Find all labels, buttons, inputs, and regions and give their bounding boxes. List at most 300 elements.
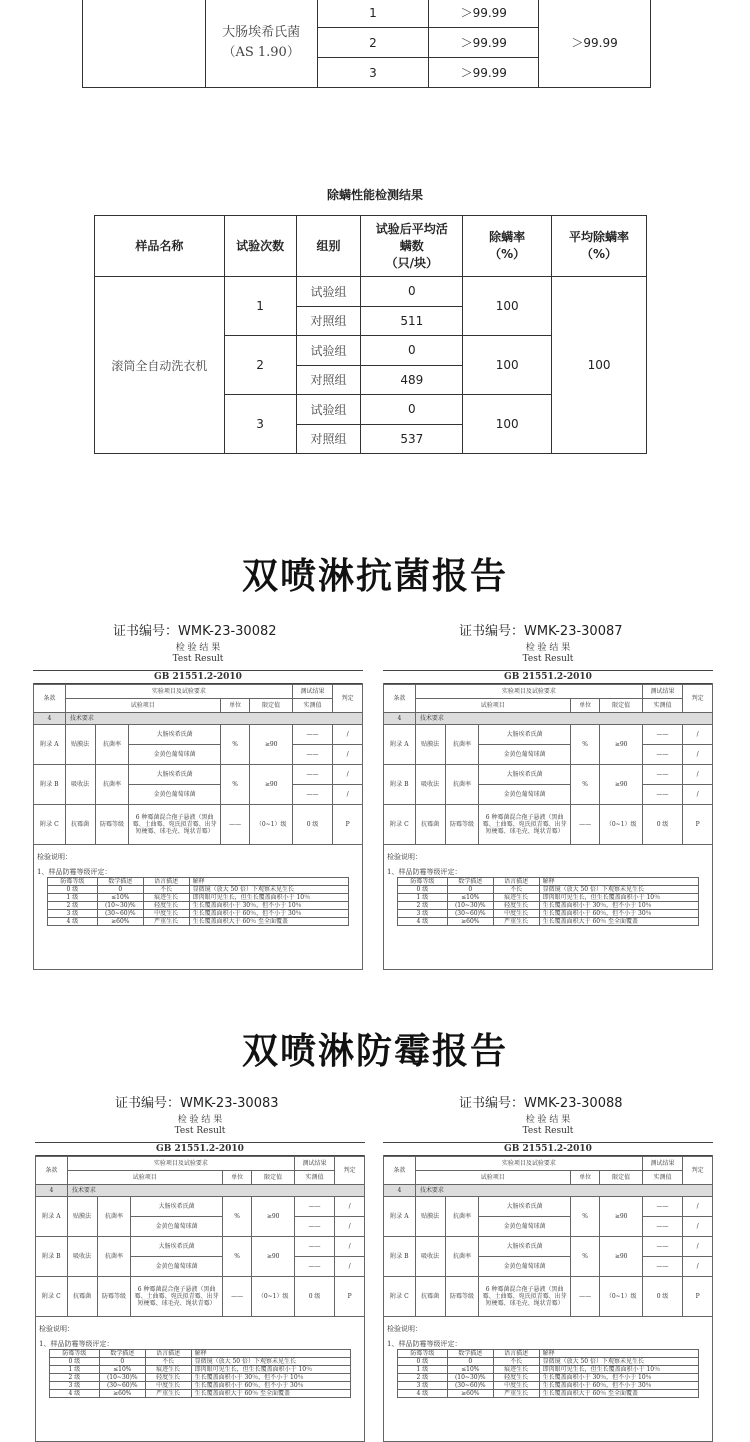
ecoli: 大肠埃希氏菌 — [129, 765, 220, 785]
header-clause: 条款 — [36, 1157, 68, 1185]
measured-dash: —— — [294, 1197, 334, 1217]
grade-header: 语言描述 — [493, 1350, 539, 1358]
grade-cell: 痕迹生长 — [493, 894, 539, 902]
header-measured: 实测值 — [292, 699, 332, 713]
grade-cell: 3 级 — [50, 1382, 100, 1390]
header-trials: 试验次数 — [224, 216, 296, 277]
grade-cell: 即肉眼可见生长，但生长覆盖面积小于 10％ — [539, 894, 698, 902]
antimold: 抗霉菌 — [65, 805, 95, 845]
grade-header: 防霉等级 — [50, 1350, 100, 1358]
certificate-number: 证书编号：WMK-23-30088 — [459, 1096, 623, 1111]
appendix-b: 附录 B — [36, 1237, 68, 1277]
header-limit: 限定值 — [250, 699, 292, 713]
measured-dash: —— — [292, 725, 332, 745]
appendix-c: 附录 C — [384, 805, 416, 845]
saureus: 金黄色葡萄球菌 — [479, 785, 570, 805]
result-title-cn: 检 验 结 果 — [525, 1115, 571, 1125]
appendix-c: 附录 C — [384, 1277, 416, 1317]
method-film: 贴膜法 — [415, 725, 445, 765]
header-avg-rate-line1: 平均除螨率 — [569, 230, 630, 244]
grade-cell: 生长覆盖面积小于 60％，但不小于 30％ — [189, 910, 348, 918]
result-title-cn: 检 验 结 果 — [177, 1115, 223, 1125]
grade-cell: 2 级 — [398, 902, 448, 910]
header-item: 试验项目 — [415, 699, 570, 713]
grade-cell: 生长覆盖面积小于 60％，但不小于 30％ — [191, 1382, 350, 1390]
appendix-b: 附录 B — [384, 765, 416, 805]
antibac-rate: 抗菌率 — [445, 1197, 479, 1237]
header-clause: 条款 — [34, 685, 66, 713]
trial-number: 3 — [224, 395, 296, 454]
unit-pct: % — [220, 765, 250, 805]
report-table — [383, 1156, 713, 1317]
measured-dash: —— — [642, 765, 682, 785]
result-title-en: Test Result — [174, 1126, 226, 1136]
method-film: 贴膜法 — [415, 1197, 445, 1237]
saureus: 金黄色葡萄球菌 — [479, 745, 570, 765]
unit-dash: —— — [570, 805, 600, 845]
grade-cell: 3 级 — [398, 910, 448, 918]
grade-header: 语言描述 — [143, 878, 189, 886]
header-judge: 判定 — [335, 1157, 365, 1185]
antibac-rate: 抗菌率 — [445, 765, 479, 805]
judge-slash: / — [333, 745, 363, 765]
grade-cell: 轻度生长 — [145, 1374, 191, 1382]
appendix-a: 附录 A — [36, 1197, 68, 1237]
measured-dash: —— — [292, 765, 332, 785]
header-item: 试验项目 — [67, 1171, 222, 1185]
judge-slash: / — [683, 1257, 713, 1277]
group-control: 对照组 — [296, 306, 361, 336]
table-cell-empty — [83, 0, 206, 88]
grade-cell: 生长覆盖面积大于 60％ 至全面覆盖 — [539, 1390, 698, 1398]
grade-cell: 生长覆盖面积小于 60％，但不小于 30％ — [539, 1382, 698, 1390]
mold-description: 6 种霉菌混合孢子悬液（黑曲霉、土曲霉、宛氏拟青霉、出芽短梗霉、球毛壳、绳状青霉） — [129, 805, 220, 845]
method-absorb: 吸收法 — [67, 1237, 97, 1277]
standard-number: GB 21551.2-2010 — [33, 670, 363, 684]
live-count: 0 — [361, 395, 463, 425]
grade-cell: 2 级 — [48, 902, 98, 910]
section-title-antimold: 双喷淋防霉报告 — [241, 1031, 508, 1072]
unit-pct: % — [570, 725, 600, 765]
judge-slash: / — [683, 765, 713, 785]
header-limit: 限定值 — [600, 699, 642, 713]
certificate-number: 证书编号：WMK-23-30082 — [113, 624, 277, 639]
limit-ge90: ≥90 — [600, 1197, 642, 1237]
grade-header: 数学描述 — [97, 878, 143, 886]
result-title-cn: 检 验 结 果 — [175, 643, 221, 653]
group-test: 试验组 — [296, 336, 361, 366]
header-rate-line1: 除螨率 — [489, 230, 526, 244]
grade-cell: 1 级 — [398, 894, 448, 902]
header-avg-rate — [552, 216, 647, 277]
header-items-req: 实验项目及试验要求 — [415, 685, 642, 699]
grade-cell: 严重生长 — [143, 918, 189, 926]
bacteria-name-cell — [205, 0, 317, 88]
grade-cell: 中度生长 — [493, 1382, 539, 1390]
grade-cell: 0 — [447, 1358, 493, 1366]
header-result: 测试结果 — [642, 1157, 682, 1171]
header-unit: 单位 — [222, 1171, 252, 1185]
notes-label: 检验说明： — [37, 853, 72, 861]
grade-cell: 即肉眼可见生长，但生长覆盖面积小于 10％ — [191, 1366, 350, 1374]
unit-pct: % — [570, 1197, 600, 1237]
limit-ge90: ≥90 — [250, 725, 292, 765]
grade-header: 防霉等级 — [48, 878, 98, 886]
header-measured: 实测值 — [294, 1171, 334, 1185]
header-items-req: 实验项目及试验要求 — [67, 1157, 294, 1171]
header-judge: 判定 — [683, 1157, 713, 1185]
grade-cell: (30~60)% — [447, 910, 493, 918]
grade-table — [49, 1349, 351, 1398]
grade-header: 数学描述 — [447, 878, 493, 886]
sample-name: 滚筒全自动洗衣机 — [95, 277, 225, 454]
grade-cell: 轻度生长 — [493, 1374, 539, 1382]
measured-dash: —— — [642, 1197, 682, 1217]
grade-cell: 显微镜（放大 50 倍）下观察未见生长 — [539, 886, 698, 894]
report-card — [33, 620, 363, 980]
grade-table — [397, 1349, 699, 1398]
mold-grade: 防霉等级 — [95, 805, 129, 845]
grade-cell: 0 级 — [398, 886, 448, 894]
header-rate — [463, 216, 552, 277]
limit-ge90: ≥90 — [600, 1237, 642, 1277]
unit-dash: —— — [222, 1277, 252, 1317]
trial-number: 1 — [224, 277, 296, 336]
bacteria-result-table — [82, 0, 651, 88]
saureus: 金黄色葡萄球菌 — [479, 1217, 570, 1237]
grade-header: 防霉等级 — [398, 878, 448, 886]
header-measured: 实测值 — [642, 699, 682, 713]
grade-cell: 1 级 — [50, 1366, 100, 1374]
header-unit: 单位 — [570, 1171, 600, 1185]
grade-limit: （0~1）级 — [250, 805, 292, 845]
trial-number: 2 — [224, 336, 296, 395]
trial-value: ＞99.99 — [429, 28, 539, 58]
tech-requirements: 技术要求 — [415, 713, 712, 725]
grade-table — [397, 877, 699, 926]
grade-cell: 4 级 — [50, 1390, 100, 1398]
grade-cell: ≤10% — [447, 894, 493, 902]
mold-grade: 防霉等级 — [445, 805, 479, 845]
judge-pass: P — [333, 805, 363, 845]
antibac-rate: 抗菌率 — [97, 1197, 131, 1237]
judge-pass: P — [683, 805, 713, 845]
appendix-c: 附录 C — [34, 805, 66, 845]
mold-grade: 防霉等级 — [445, 1277, 479, 1317]
grade-header: 语言描述 — [493, 878, 539, 886]
grade-cell: 痕迹生长 — [145, 1366, 191, 1374]
mold-grade: 防霉等级 — [97, 1277, 131, 1317]
header-avg-rate-line2: （%） — [581, 247, 618, 261]
judge-slash: / — [333, 725, 363, 745]
grade-cell: 即肉眼可见生长，但生长覆盖面积小于 10％ — [189, 894, 348, 902]
grade-cell: 显微镜（放大 50 倍）下观察未见生长 — [191, 1358, 350, 1366]
header-result: 测试结果 — [294, 1157, 334, 1171]
appendix-a: 附录 A — [34, 725, 66, 765]
grade-cell: (30~60)% — [447, 1382, 493, 1390]
standard-number: GB 21551.2-2010 — [383, 1142, 713, 1156]
header-avg-live-line2: 螨数 — [399, 238, 424, 253]
antibac-rate: 抗菌率 — [95, 765, 129, 805]
header-item: 试验项目 — [65, 699, 220, 713]
header-items-req: 实验项目及试验要求 — [65, 685, 292, 699]
measured-dash: —— — [292, 785, 332, 805]
group-control: 对照组 — [296, 365, 361, 395]
average-mite-rate: 100 — [552, 277, 647, 454]
certificate-number: 证书编号：WMK-23-30083 — [115, 1096, 279, 1111]
ecoli: 大肠埃希氏菌 — [479, 1237, 570, 1257]
header-result: 测试结果 — [642, 685, 682, 699]
live-count: 0 — [361, 336, 463, 366]
grade-cell: 3 级 — [48, 910, 98, 918]
header-judge: 判定 — [333, 685, 363, 713]
grade-cell: 0 级 — [48, 886, 98, 894]
measured-dash: —— — [642, 745, 682, 765]
standard-number: GB 21551.2-2010 — [383, 670, 713, 684]
average-value: ＞99.99 — [539, 0, 651, 88]
header-judge: 判定 — [683, 685, 713, 713]
report-card — [383, 620, 713, 980]
group-control: 对照组 — [296, 424, 361, 454]
result-title-en: Test Result — [172, 654, 224, 664]
appendix-b: 附录 B — [384, 1237, 416, 1277]
antibac-rate: 抗菌率 — [445, 725, 479, 765]
measured-dash: —— — [294, 1257, 334, 1277]
antimold: 抗霉菌 — [415, 1277, 445, 1317]
grade-cell: 轻度生长 — [493, 902, 539, 910]
grade-cell: (30~60)% — [99, 1382, 145, 1390]
method-absorb: 吸收法 — [65, 765, 95, 805]
grade-cell: 严重生长 — [493, 1390, 539, 1398]
grade-cell: 生长覆盖面积小于 30％，但不小于 10％ — [191, 1374, 350, 1382]
measured-dash: —— — [292, 745, 332, 765]
grade-cell: 不长 — [493, 886, 539, 894]
mite-result-table — [94, 215, 647, 454]
unit-pct: % — [222, 1237, 252, 1277]
note-1: 1、样品防霉等级评定： — [37, 868, 112, 876]
grade-cell: 4 级 — [398, 918, 448, 926]
ecoli: 大肠埃希氏菌 — [479, 1197, 570, 1217]
group-test: 试验组 — [296, 277, 361, 307]
limit-ge90: ≥90 — [252, 1197, 294, 1237]
report-card — [383, 1092, 713, 1397]
grade-cell: 严重生长 — [493, 918, 539, 926]
grade-cell: 生长覆盖面积大于 60％ 至全面覆盖 — [189, 918, 348, 926]
unit-dash: —— — [570, 1277, 600, 1317]
antibac-rate: 抗菌率 — [95, 725, 129, 765]
judge-slash: / — [683, 1197, 713, 1217]
grade-header: 数学描述 — [99, 1350, 145, 1358]
antibac-rate: 抗菌率 — [445, 1237, 479, 1277]
grade-cell: 0 — [97, 886, 143, 894]
grade-cell: 1 级 — [48, 894, 98, 902]
trial-number: 2 — [317, 28, 429, 58]
grade-measured: 0 级 — [292, 805, 332, 845]
grade-cell: ≤10% — [99, 1366, 145, 1374]
header-measured: 实测值 — [642, 1171, 682, 1185]
unit-pct: % — [222, 1197, 252, 1237]
header-limit: 限定值 — [252, 1171, 294, 1185]
limit-ge90: ≥90 — [252, 1237, 294, 1277]
grade-limit: （0~1）级 — [600, 1277, 642, 1317]
header-clause: 条款 — [384, 685, 416, 713]
header-items-req: 实验项目及试验要求 — [415, 1157, 642, 1171]
mold-description: 6 种霉菌混合孢子悬液（黑曲霉、土曲霉、宛氏拟青霉、出芽短梗霉、球毛壳、绳状青霉） — [479, 1277, 570, 1317]
measured-dash: —— — [642, 785, 682, 805]
grade-header: 解释 — [191, 1350, 350, 1358]
mold-description: 6 种霉菌混合孢子悬液（黑曲霉、土曲霉、宛氏拟青霉、出芽短梗霉、球毛壳、绳状青霉） — [479, 805, 570, 845]
bacteria-strain: （AS 1.90） — [222, 44, 300, 60]
trial-number: 1 — [317, 0, 429, 28]
grade-header: 数学描述 — [447, 1350, 493, 1358]
grade-cell: (10~30)% — [97, 902, 143, 910]
grade-cell: 0 — [99, 1358, 145, 1366]
grade-cell: 轻度生长 — [143, 902, 189, 910]
bacteria-name: 大肠埃希氏菌 — [222, 24, 301, 40]
grade-cell: 中度生长 — [143, 910, 189, 918]
method-absorb: 吸收法 — [415, 1237, 445, 1277]
tech-requirements: 技术要求 — [67, 1185, 364, 1197]
judge-slash: / — [683, 725, 713, 745]
grade-cell: ≤10% — [447, 1366, 493, 1374]
unit-dash: —— — [220, 805, 250, 845]
mite-rate: 100 — [463, 395, 552, 454]
grade-cell: 生长覆盖面积大于 60％ 至全面覆盖 — [539, 918, 698, 926]
limit-ge90: ≥90 — [600, 725, 642, 765]
result-title-en: Test Result — [522, 1126, 574, 1136]
live-count: 489 — [361, 365, 463, 395]
unit-pct: % — [220, 725, 250, 765]
grade-limit: （0~1）级 — [252, 1277, 294, 1317]
appendix-a: 附录 A — [384, 725, 416, 765]
header-rate-line2: （%） — [489, 247, 526, 261]
header-avg-live — [361, 216, 463, 277]
header-unit: 单位 — [220, 699, 250, 713]
standard-number: GB 21551.2-2010 — [35, 1142, 365, 1156]
report-table — [383, 684, 713, 845]
grade-cell: 显微镜（放大 50 倍）下观察未见生长 — [189, 886, 348, 894]
judge-slash: / — [335, 1197, 365, 1217]
grade-cell: ≥60% — [97, 918, 143, 926]
grade-cell: 生长覆盖面积大于 60％ 至全面覆盖 — [191, 1390, 350, 1398]
header-result: 测试结果 — [292, 685, 332, 699]
ecoli: 大肠埃希氏菌 — [131, 1237, 222, 1257]
measured-dash: —— — [294, 1217, 334, 1237]
grade-cell: 生长覆盖面积小于 30％，但不小于 10％ — [189, 902, 348, 910]
limit-ge90: ≥90 — [600, 765, 642, 805]
judge-pass: P — [683, 1277, 713, 1317]
grade-cell: 2 级 — [398, 1374, 448, 1382]
notes-label: 检验说明： — [39, 1325, 74, 1333]
grade-cell: 4 级 — [398, 1390, 448, 1398]
grade-cell: 3 级 — [398, 1382, 448, 1390]
grade-cell: 1 级 — [398, 1366, 448, 1374]
live-count: 537 — [361, 424, 463, 454]
grade-cell: 不长 — [143, 886, 189, 894]
saureus: 金黄色葡萄球菌 — [131, 1217, 222, 1237]
note-1: 1、样品防霉等级评定： — [39, 1340, 114, 1348]
note-1: 1、样品防霉等级评定： — [387, 868, 462, 876]
grade-cell: 严重生长 — [145, 1390, 191, 1398]
judge-slash: / — [683, 785, 713, 805]
ecoli: 大肠埃希氏菌 — [131, 1197, 222, 1217]
method-film: 贴膜法 — [65, 725, 95, 765]
antimold: 抗霉菌 — [67, 1277, 97, 1317]
live-count: 0 — [361, 277, 463, 307]
saureus: 金黄色葡萄球菌 — [131, 1257, 222, 1277]
header-unit: 单位 — [570, 699, 600, 713]
clause-4: 4 — [36, 1185, 68, 1197]
grade-header: 解释 — [539, 878, 698, 886]
grade-limit: （0~1）级 — [600, 805, 642, 845]
header-avg-live-line3: （只/块） — [385, 255, 438, 270]
grade-header: 语言描述 — [145, 1350, 191, 1358]
grade-cell: 生长覆盖面积小于 30％，但不小于 10％ — [539, 902, 698, 910]
saureus: 金黄色葡萄球菌 — [129, 785, 220, 805]
notes-label: 检验说明： — [387, 1325, 422, 1333]
header-sample: 样品名称 — [95, 216, 225, 277]
clause-4: 4 — [34, 713, 66, 725]
ecoli: 大肠埃希氏菌 — [129, 725, 220, 745]
tech-requirements: 技术要求 — [65, 713, 362, 725]
header-clause: 条款 — [384, 1157, 416, 1185]
grade-measured: 0 级 — [294, 1277, 334, 1317]
grade-cell: ≥60% — [99, 1390, 145, 1398]
measured-dash: —— — [642, 1257, 682, 1277]
judge-slash: / — [335, 1237, 365, 1257]
grade-cell: 生长覆盖面积小于 30％，但不小于 10％ — [539, 1374, 698, 1382]
unit-pct: % — [570, 765, 600, 805]
grade-cell: 2 级 — [50, 1374, 100, 1382]
grade-cell: 显微镜（放大 50 倍）下观察未见生长 — [539, 1358, 698, 1366]
antibac-rate: 抗菌率 — [97, 1237, 131, 1277]
trial-value: ＞99.99 — [429, 58, 539, 88]
trial-number: 3 — [317, 58, 429, 88]
grade-cell: 痕迹生长 — [143, 894, 189, 902]
grade-cell: 不长 — [493, 1358, 539, 1366]
header-group: 组别 — [296, 216, 361, 277]
grade-table — [47, 877, 349, 926]
grade-cell: 不长 — [145, 1358, 191, 1366]
judge-slash: / — [333, 785, 363, 805]
grade-cell: 4 级 — [48, 918, 98, 926]
saureus: 金黄色葡萄球菌 — [479, 1257, 570, 1277]
grade-cell: ≥60% — [447, 918, 493, 926]
grade-measured: 0 级 — [642, 1277, 682, 1317]
appendix-a: 附录 A — [384, 1197, 416, 1237]
note-1: 1、样品防霉等级评定： — [387, 1340, 462, 1348]
grade-cell: 0 级 — [398, 1358, 448, 1366]
grade-cell: 0 级 — [50, 1358, 100, 1366]
judge-pass: P — [335, 1277, 365, 1317]
section-title-antibacterial: 双喷淋抗菌报告 — [241, 556, 508, 597]
report-card — [35, 1092, 365, 1397]
judge-slash: / — [683, 1217, 713, 1237]
header-avg-live-line1: 试验后平均活 — [375, 221, 448, 236]
clause-4: 4 — [384, 713, 416, 725]
grade-cell: (10~30)% — [447, 1374, 493, 1382]
mite-table-title: 除螨性能检测结果 — [326, 188, 423, 202]
method-film: 贴膜法 — [67, 1197, 97, 1237]
grade-header: 解释 — [539, 1350, 698, 1358]
grade-cell: 即肉眼可见生长，但生长覆盖面积小于 10％ — [539, 1366, 698, 1374]
certificate-number: 证书编号：WMK-23-30087 — [459, 624, 623, 639]
antimold: 抗霉菌 — [415, 805, 445, 845]
report-table — [33, 684, 363, 845]
grade-cell: 生长覆盖面积小于 60％，但不小于 30％ — [539, 910, 698, 918]
group-test: 试验组 — [296, 395, 361, 425]
result-title-cn: 检 验 结 果 — [525, 643, 571, 653]
